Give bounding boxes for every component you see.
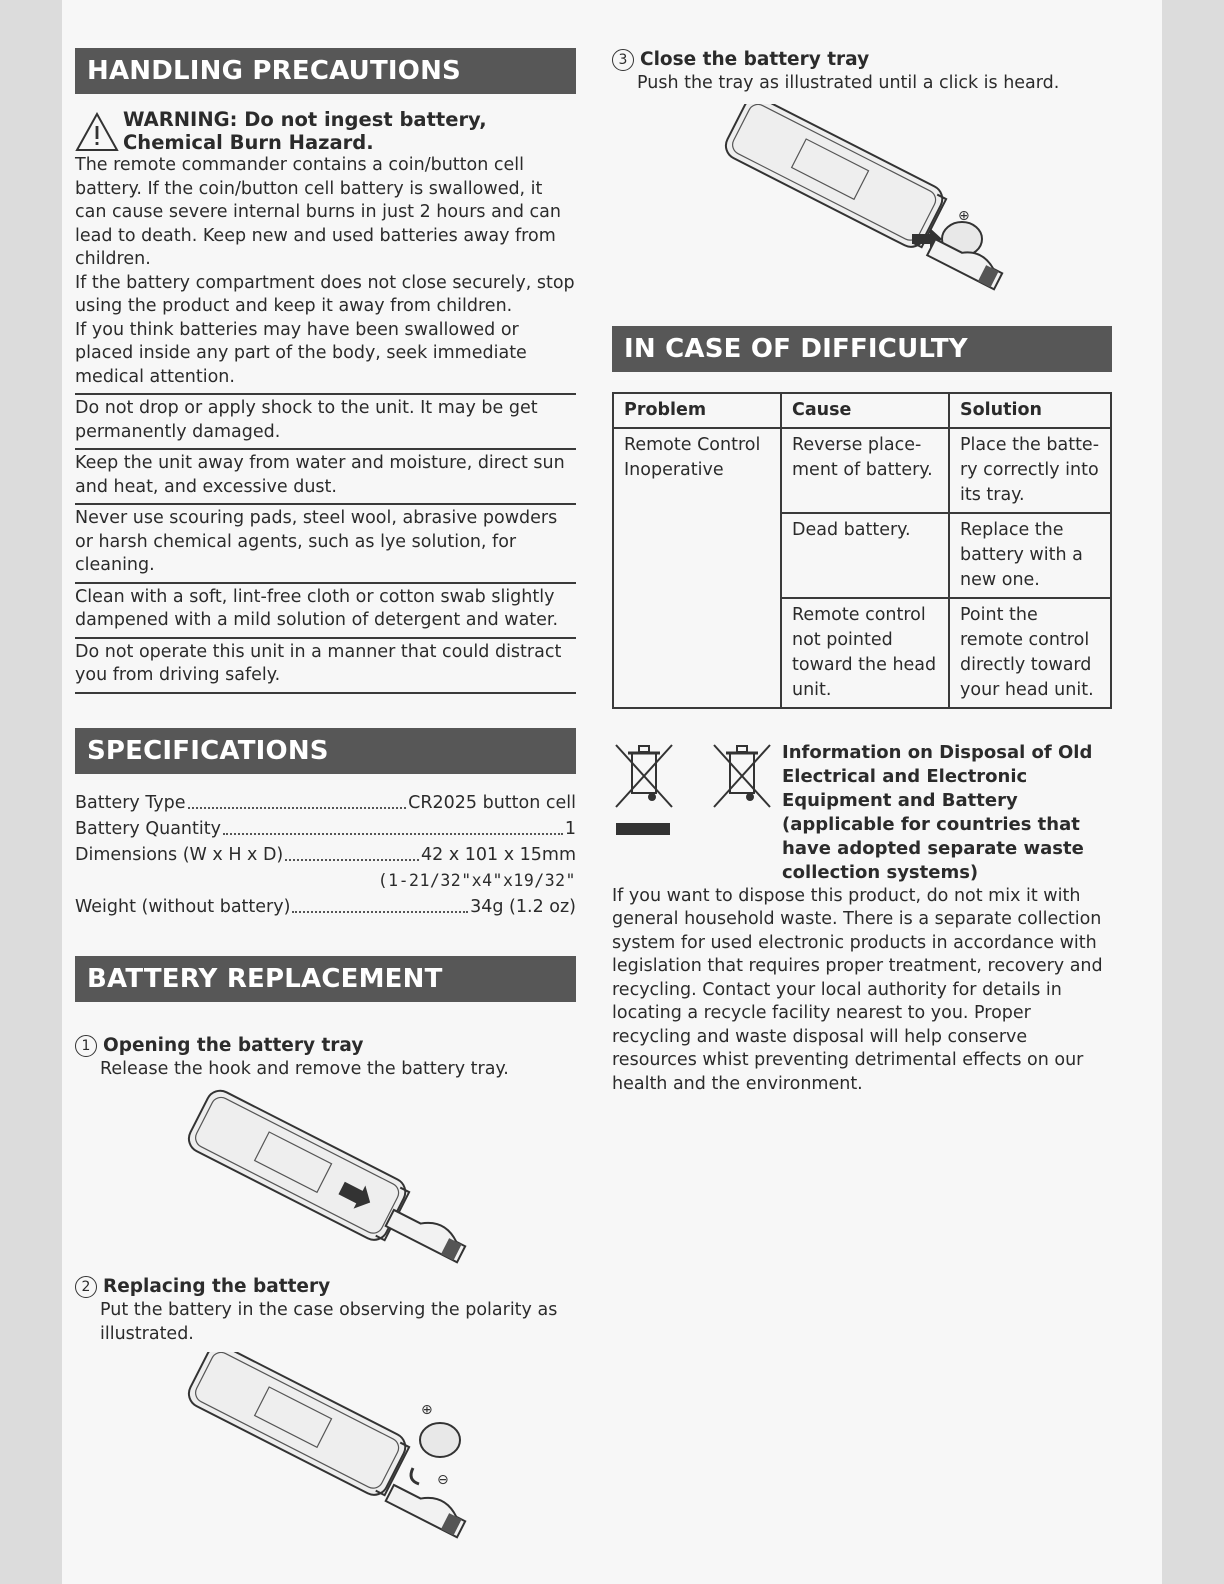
spec-value: 42 x 101 x 15mm: [421, 844, 576, 865]
handling-precautions-heading: HANDLING PRECAUTIONS: [75, 48, 576, 94]
spec-label: Weight (without battery): [75, 896, 291, 917]
step-3-body: Push the tray as illustrated until a click is heard.: [637, 73, 1060, 93]
polarity-plus: ⊕: [421, 1402, 433, 1418]
spec-value: 34g (1.2 oz): [470, 896, 576, 917]
specifications-heading: SPECIFICATIONS: [75, 728, 576, 774]
precaution-item: Never use scouring pads, steel wool, abrasive powders or harsh chemical agents, such as lye solution, for cleaning.: [75, 503, 576, 582]
warning-triangle-icon: [75, 112, 119, 152]
spec-label: Dimensions (W x H x D): [75, 844, 284, 865]
spec-row: [75, 816, 576, 842]
step-number: 3: [612, 49, 634, 71]
precaution-item: Do not operate this unit in a manner that could distract you from driving safely.: [75, 637, 576, 694]
warning-title: [75, 108, 576, 154]
spec-row: [75, 894, 576, 920]
spec-list: [75, 790, 576, 920]
step-3-title: 3 Close the battery tray: [612, 48, 1112, 72]
col-header-problem: Problem: [613, 393, 781, 428]
step-2-title: 2 Replacing the battery: [75, 1275, 576, 1299]
spec-label: Battery Type: [75, 792, 186, 813]
warning-line-1: WARNING: Do not ingest battery,: [123, 108, 487, 131]
warning-body-3: If you think batteries may have been swallowed or placed inside any part of the body, seek immediate medical attention.: [75, 319, 527, 387]
disposal-icons: [612, 741, 782, 861]
solution-cell: Replace the battery with a new one.: [949, 513, 1111, 598]
step-1-body: Release the hook and remove the battery tray.: [100, 1058, 509, 1079]
left-column: [75, 48, 576, 1546]
step-1-title: 1 Opening the battery tray: [75, 1034, 576, 1058]
spec-dimensions-imperial: (1-21/32"x4"x19/32": [377, 870, 576, 890]
remote-open-tray-illustration: [175, 1087, 475, 1267]
precaution-item: Clean with a soft, lint-free cloth or cotton swab slightly dampened with a mild solution of detergent and water.: [75, 582, 576, 637]
solution-cell: Place the batte-ry correctly into its tray.: [949, 428, 1111, 513]
disposal-heading: Information on Disposal of Old Electrical and Electronic Equipment and Battery (applicable for countries that have adopted separate waste collection systems): [782, 741, 1093, 883]
precaution-item: Keep the unit away from water and moisture, direct sun and heat, and excessive dust.: [75, 448, 576, 503]
battery-replacement-heading: BATTERY REPLACEMENT: [75, 956, 576, 1002]
step-2-body: Put the battery in the case observing the polarity as illustrated.: [100, 1300, 558, 1344]
spec-value: 1: [564, 818, 576, 839]
cause-cell: Dead battery.: [781, 513, 949, 598]
polarity-plus: ⊕: [958, 207, 970, 224]
black-bar-mark: [616, 823, 670, 835]
crossed-bin-battery-icon: [710, 741, 774, 811]
step-number: 1: [75, 1035, 97, 1057]
remote-close-tray-illustration: [712, 104, 1012, 294]
spec-row: [75, 790, 576, 816]
col-header-cause: Cause: [781, 393, 949, 428]
problem-cell: Remote Control Inoperative: [613, 428, 781, 708]
remote-replace-battery-illustration: [175, 1352, 475, 1542]
disposal-section: [612, 741, 1112, 885]
cause-cell: Reverse place-ment of battery.: [781, 428, 949, 513]
disposal-body: If you want to dispose this product, do not mix it with general household waste. There is a separate collection system for used electronic products in accordance with legislation that requires proper treatment, recovery and recycling. Contact your local authority for details in locating a recycle facility nearest to you. Proper recycling and waste disposal will help conserve resources whist preventing detrimental effects on our health and the environment.: [612, 885, 1103, 1094]
crossed-bin-icon: [612, 741, 676, 811]
col-header-solution: Solution: [949, 393, 1111, 428]
precaution-item: Do not drop or apply shock to the unit. It may be get permanently damaged.: [75, 393, 576, 448]
solution-cell: Point the remote control directly toward your head unit.: [949, 598, 1111, 708]
spec-label: Battery Quantity: [75, 818, 221, 839]
spec-row: [75, 842, 576, 868]
table-header-row: [613, 393, 1111, 428]
cause-cell: Remote control not pointed toward the head unit.: [781, 598, 949, 708]
difficulty-table: [612, 392, 1112, 709]
right-column: [612, 48, 1112, 1096]
polarity-minus: ⊖: [437, 1472, 449, 1488]
coin-battery: [420, 1423, 460, 1457]
spec-value: CR2025 button cell: [408, 792, 576, 813]
table-row: [613, 428, 1111, 513]
difficulty-heading: IN CASE OF DIFFICULTY: [612, 326, 1112, 372]
warning-body-2: If the battery compartment does not close securely, stop using the product and keep it away from children.: [75, 272, 575, 316]
step-number: 2: [75, 1276, 97, 1298]
warning-body-1: The remote commander contains a coin/button cell battery. If the coin/button cell battery is swallowed, it can cause severe internal burns in just 2 hours and can lead to death. Keep new and used batteries away from children.: [75, 155, 561, 269]
warning-line-2: Chemical Burn Hazard.: [123, 131, 374, 154]
